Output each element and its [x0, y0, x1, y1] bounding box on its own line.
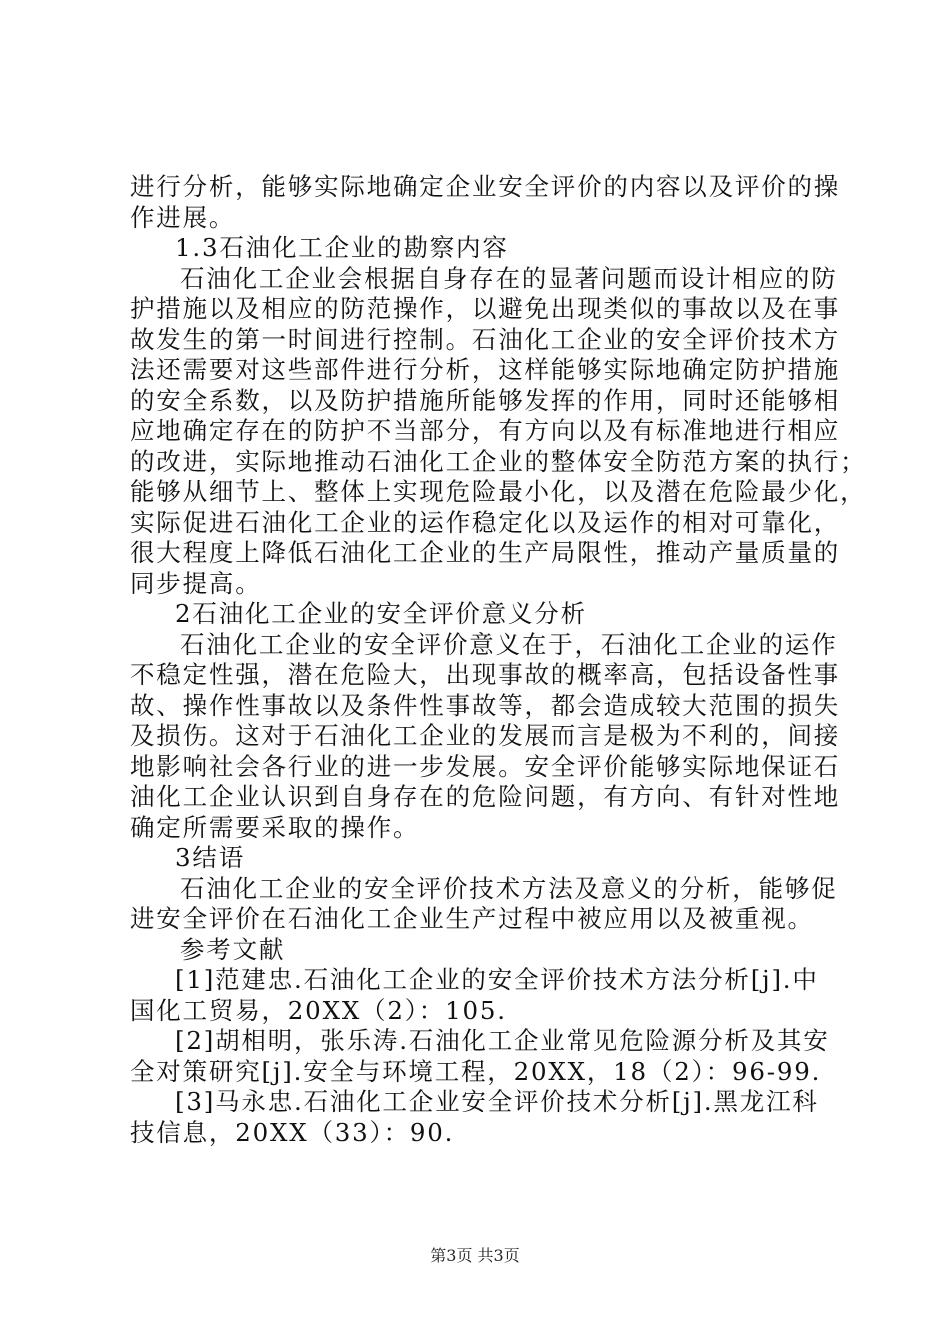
- page-footer: 第3页 共3页: [430, 1246, 520, 1265]
- section-line: [2]胡相明，张乐涛.石油化工企业常见危险源分析及其安: [175, 1026, 830, 1055]
- text-line: 实际促进石油化工企业的运作稳定化以及运作的相对可靠化，: [130, 507, 841, 537]
- text-line: 国化工贸易，20XX（2）：105.: [130, 995, 507, 1025]
- text-line: 护措施以及相应的防范操作，以避免出现类似的事故以及在事: [130, 294, 841, 323]
- text-line: 及损伤。这对于石油化工企业的发展而言是极为不利的，间接: [130, 721, 841, 750]
- text-line: 全对策研究[j].安全与环境工程，20XX，18（2）：96-99.: [130, 1056, 822, 1086]
- text-line: 应地确定存在的防护不当部分，有方向以及有标准地进行相应: [130, 416, 841, 445]
- text-line: 很大程度上降低石油化工企业的生产局限性，推动产量质量的: [130, 538, 841, 567]
- text-line: 确定所需要采取的操作。: [130, 812, 420, 842]
- document-body: [130, 172, 867, 1148]
- text-line: 的安全系数，以及防护措施所能够发挥的作用，同时还能够相: [130, 385, 841, 415]
- section-line: 1.3石油化工企业的勘察内容: [175, 233, 509, 262]
- text-line: 故发生的第一时间进行控制。石油化工企业的安全评价技术方: [130, 324, 841, 354]
- section-line: [1]范建忠.石油化工企业的安全评价技术方法分析[j].中: [175, 965, 819, 994]
- text-line: 故、操作性事故以及条件性事故等，都会造成较大范围的损失: [130, 690, 841, 720]
- text-line: 的改进，实际地推动石油化工企业的整体安全防范方案的执行；: [130, 446, 867, 476]
- text-line: 不稳定性强，潜在危险大，出现事故的概率高，包括设备性事: [130, 660, 841, 689]
- text-line: 石油化工企业会根据自身存在的显著问题而设计相应的防: [180, 263, 838, 293]
- text-line: 技信息，20XX（33）：90.: [130, 1117, 455, 1147]
- text-line: 同步提高。: [130, 568, 262, 598]
- text-line: 进行分析，能够实际地确定企业安全评价的内容以及评价的操: [130, 172, 841, 201]
- text-line: 地影响社会各行业的进一步发展。安全评价能够实际地保证石: [130, 751, 841, 781]
- text-line: 法还需要对这些部件进行分析，这样能够实际地确定防护措施: [130, 355, 841, 384]
- text-line: 石油化工企业的安全评价技术方法及意义的分析，能够促: [180, 873, 838, 903]
- section-line: 3结语: [175, 843, 245, 872]
- text-line: 参考文献: [180, 934, 286, 964]
- text-line: 油化工企业认识到自身存在的危险问题，有方向、有针对性地: [130, 782, 841, 811]
- text-line: 进安全评价在石油化工企业生产过程中被应用以及被重视。: [130, 904, 814, 933]
- text-line: 能够从细节上、整体上实现危险最小化，以及潜在危险最少化，: [130, 477, 867, 506]
- section-line: 2石油化工企业的安全评价意义分析: [175, 599, 587, 628]
- text-line: 石油化工企业的安全评价意义在于，石油化工企业的运作: [180, 629, 838, 659]
- text-line: 作进展。: [130, 202, 236, 232]
- section-line: [3]马永忠.石油化工企业安全评价技术分析[j].黑龙江科: [175, 1087, 819, 1116]
